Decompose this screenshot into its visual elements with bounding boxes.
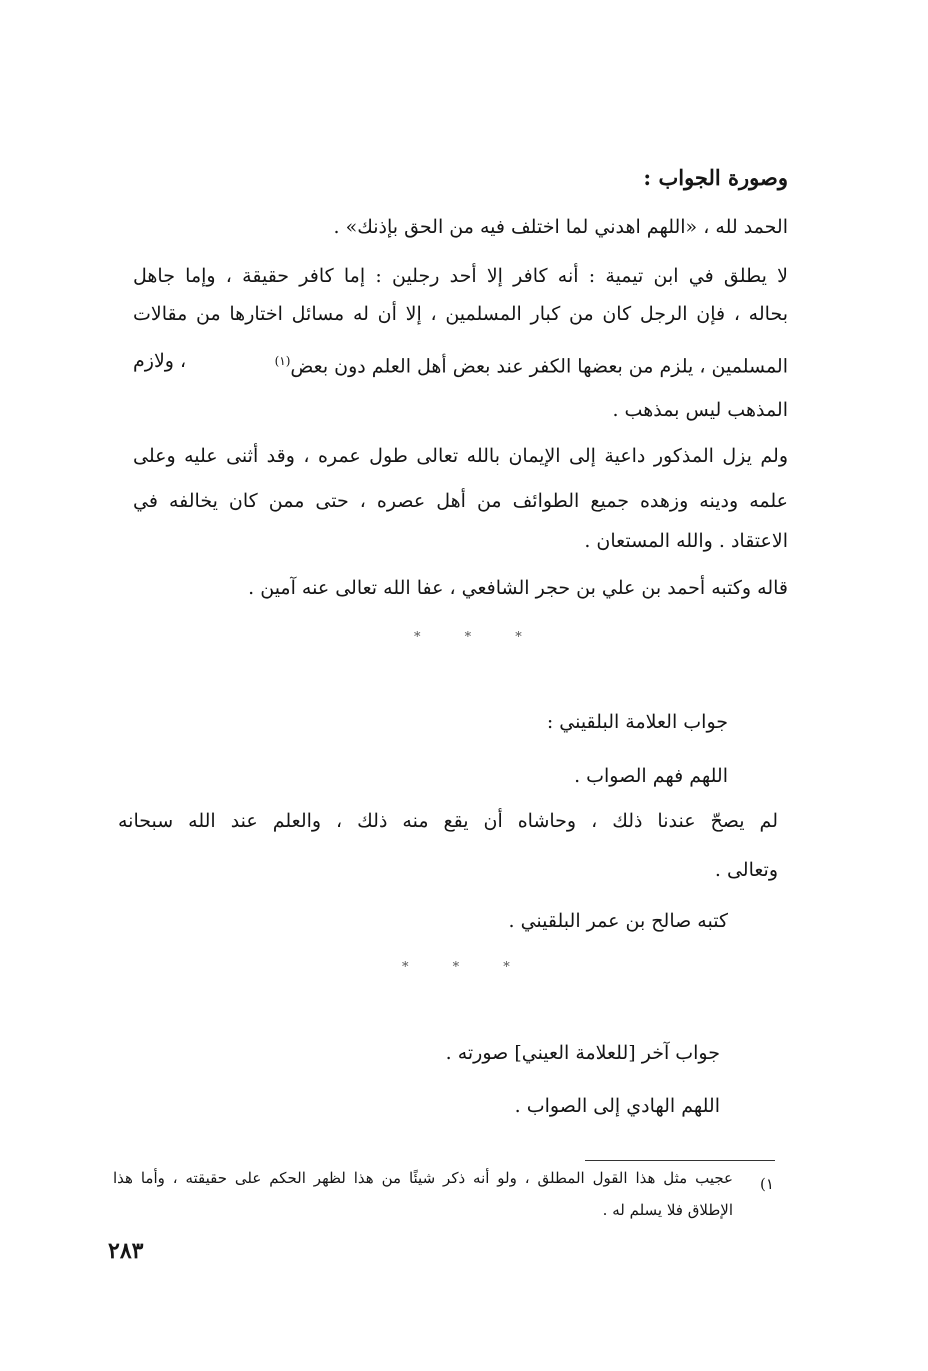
opening-prayer: الحمد لله ، «اللهم اهدني لما اختلف فيه من الحق بإذنك» . (333, 216, 788, 238)
para2-line2: بحاله ، فإن الرجل كان من كبار المسلمين ، إلا أن له مسائل اختارها من مقالات (133, 303, 788, 325)
footnote-line2: الإطلاق فلا يسلم له . (602, 1201, 733, 1219)
page-number: ٢٨٣ (108, 1238, 144, 1264)
para2-line1: لا يطلق في ابن تيمية : أنه كافر إلا أحد رجلين : إما كافر حقيقة ، وإما جاهل (133, 265, 788, 287)
para2-line3-end: ، ولازم (133, 350, 187, 372)
para3-line1: ولم يزل المذكور داعية إلى الإيمان بالله تعالى طول عمره ، وقد أثنى عليه وعلى (133, 445, 788, 467)
answer2-heading: جواب العلامة البلقيني : (546, 711, 728, 733)
para3-line3: الاعتقاد . والله المستعان . (584, 530, 788, 552)
answer2-text-line2: وتعالى . (714, 859, 778, 881)
para2-line4: المذهب ليس بمذهب . (612, 399, 788, 421)
para2-line3 (133, 346, 788, 381)
section-heading: وصورة الجواب : (643, 165, 788, 190)
separator-stars-2: * * * (402, 960, 530, 975)
answer3-prayer: اللهم الهادي إلى الصواب . (514, 1095, 720, 1117)
signature-ibn-hajar: قاله وكتبه أحمد بن علي بن حجر الشافعي ، عفا الله تعالى عنه آمين . (248, 577, 788, 599)
answer2-prayer: اللهم فهم الصواب . (574, 765, 728, 787)
separator-stars-1: * * * (414, 630, 542, 645)
footnote-line1: عجيب مثل هذا القول المطلق ، ولو أنه ذكر شيئًا من هذا لظهر الحكم على حقيقته ، وأما هذا (113, 1169, 733, 1187)
para2-line3-text: المسلمين ، يلزم من بعضها الكفر عند بعض أهل العلم دون بعض (290, 355, 788, 378)
para3-line2: علمه ودينه وزهده جميع الطوائف من أهل عصره ، حتى ممن كان يخالفه في (133, 490, 788, 512)
answer2-text-line1: لم يصحّ عندنا ذلك ، وحاشاه أن يقع منه ذلك ، والعلم عند الله سبحانه (118, 810, 778, 832)
answer3-heading: جواب آخر [للعلامة العيني] صورته . (445, 1042, 720, 1064)
footnote-rule (585, 1160, 775, 1161)
footnote-number: ١) (760, 1175, 774, 1193)
answer2-signature: كتبه صالح بن عمر البلقيني . (508, 910, 728, 932)
footnote-ref[interactable]: (١) (274, 354, 291, 368)
